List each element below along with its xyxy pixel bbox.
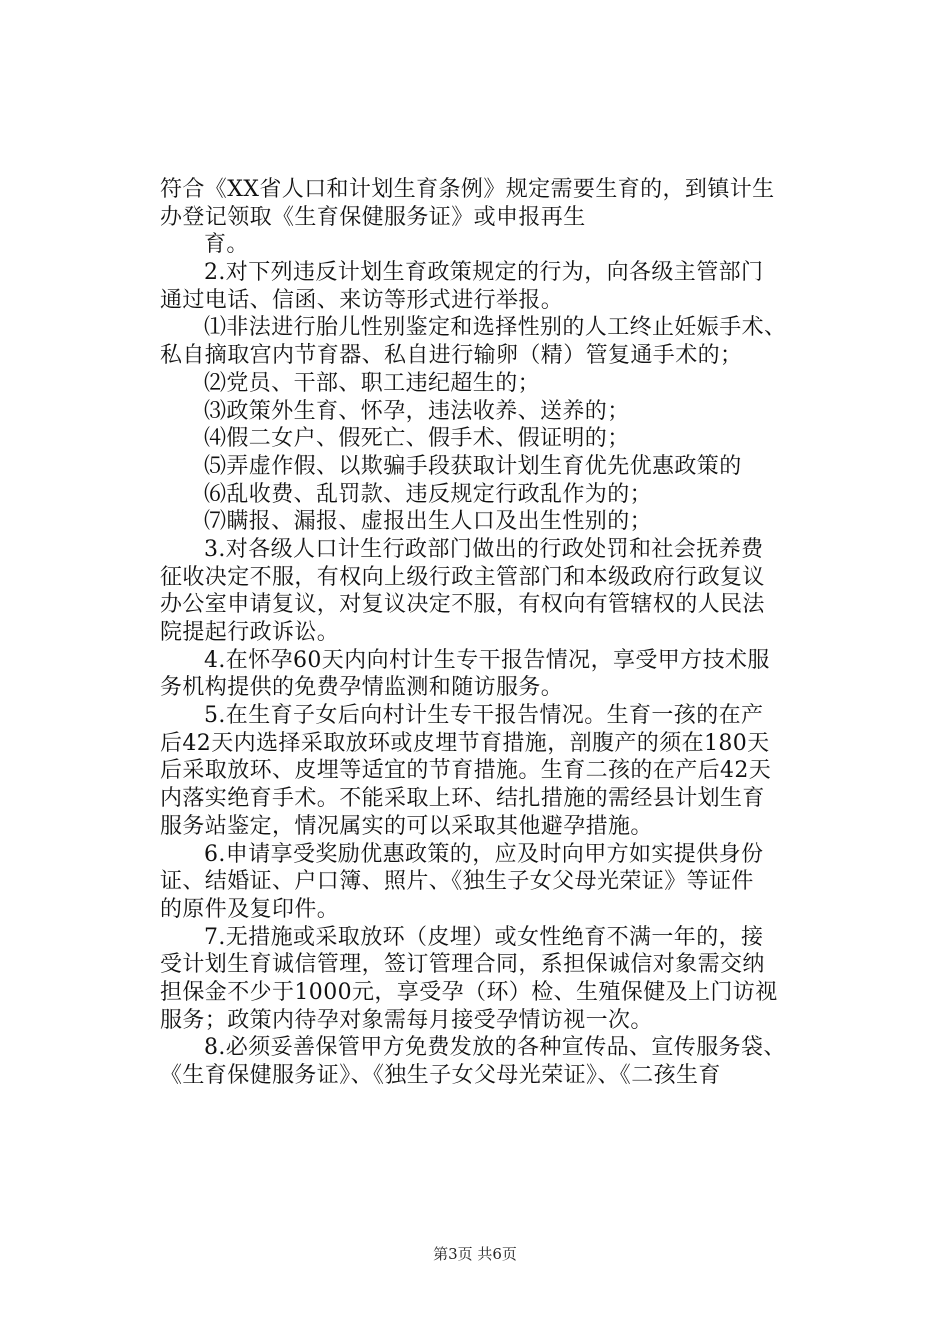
text-line: 4.在怀孕60天内向村计生专干报告情况，享受甲方技术服 (204, 647, 770, 673)
text-line: 8.必须妥善保管甲方免费发放的各种宣传品、宣传服务袋、 (204, 1035, 786, 1061)
page-footer: 第3页 共6页 (433, 1245, 517, 1263)
text-line: 办登记领取《生育保健服务证》或申报再生 (160, 204, 586, 230)
text-line: 2.对下列违反计划生育政策规定的行为，向各级主管部门 (204, 260, 764, 286)
text-line: 征收决定不服，有权向上级行政主管部门和本级政府行政复议 (160, 564, 765, 590)
text-line: 6.申请享受奖励优惠政策的，应及时向甲方如实提供身份 (204, 841, 764, 867)
text-line: 务机构提供的免费孕情监测和随访服务。 (160, 675, 564, 701)
text-line: 育。 (204, 232, 249, 258)
text-line: 3.对各级人口计生行政部门做出的行政处罚和社会抚养费 (204, 536, 764, 562)
text-line: 服务；政策内待孕对象需每月接受孕情访视一次。 (160, 1007, 653, 1033)
text-line: 的原件及复印件。 (160, 896, 340, 922)
text-line: ⑺瞒报、漏报、虚报出生人口及出生性别的； (204, 509, 653, 535)
text-line: 5.在生育子女后向村计生专干报告情况。生育一孩的在产 (204, 703, 764, 729)
text-line: 服务站鉴定，情况属实的可以采取其他避孕措施。 (160, 813, 653, 839)
text-line: 后采取放环、皮埋等适宜的节育措施。生育二孩的在产后42天 (160, 758, 772, 784)
text-line: 7.无措施或采取放环（皮埋）或女性绝育不满一年的，接 (204, 924, 764, 950)
text-line: ⑷假二女户、假死亡、假手术、假证明的； (204, 426, 630, 452)
text-line: 私自摘取宫内节育器、私自进行输卵（精）管复通手术的； (160, 343, 743, 369)
text-line: ⑵党员、干部、职工违纪超生的； (204, 370, 541, 396)
text-line: 院提起行政诉讼。 (160, 620, 340, 645)
text-line: ⑸弄虚作假、以欺骗手段获取计划生育优先优惠政策的 (204, 453, 742, 479)
text-line: ⑶政策外生育、怀孕，违法收养、送养的； (204, 398, 630, 424)
text-line: 证、结婚证、户口簿、照片、《独生子女父母光荣证》等证件 (160, 869, 754, 895)
text-line: 内落实绝育手术。不能采取上环、结扎措施的需经县计划生育 (160, 786, 765, 812)
text-line: 通过电话、信函、来访等形式进行举报。 (160, 287, 564, 313)
text-line: 符合《XX省人口和计划生育条例》规定需要生育的，到镇计生 (160, 177, 775, 202)
text-line: 办公室申请复议，对复议决定不服，有权向有管辖权的人民法 (160, 592, 765, 618)
text-line: 后42天内选择采取放环或皮埋节育措施，剖腹产的须在180天 (160, 730, 770, 756)
text-line: 受计划生育诚信管理，签订管理合同，系担保诚信对象需交纳 (160, 952, 765, 978)
text-line: ⑹乱收费、乱罚款、违反规定行政乱作为的； (204, 481, 653, 507)
document-body (160, 176, 840, 1090)
text-line: 担保金不少于1000元，享受孕（环）检、生殖保健及上门访视 (160, 979, 778, 1005)
text-line: 《生育保健服务证》、《独生子女父母光荣证》、《二孩生育 (160, 1063, 721, 1088)
text-line: ⑴非法进行胎儿性别鉴定和选择性别的人工终止妊娠手术、 (204, 315, 787, 341)
